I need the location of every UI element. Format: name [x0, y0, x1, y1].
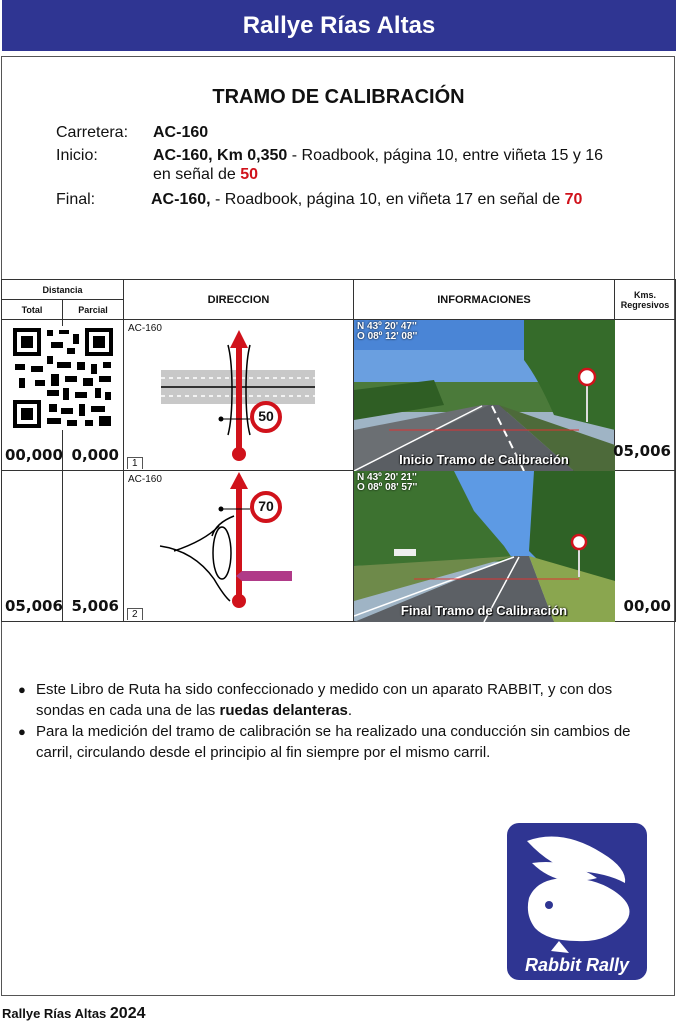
latitude: 43º 20' 21''	[367, 472, 417, 483]
section-title: TRAMO DE CALIBRACIÓN	[212, 86, 465, 108]
info-cell	[354, 471, 615, 622]
note-1: ● Este Libro de Ruta ha sido confeccionado y medido con un aparato RABBIT, y con dos sondas en cada una de las ruedas delanteras.	[18, 679, 658, 721]
distance-header: Distancia	[2, 280, 124, 300]
start-description-2: en señal de	[153, 166, 241, 183]
partial-cell	[63, 471, 124, 622]
start-speed-sign: 50	[240, 166, 258, 183]
note-1-emphasis: ruedas delanteras	[219, 702, 348, 719]
road-photo-1	[354, 320, 615, 471]
footer-year: 2024	[109, 1005, 146, 1022]
end-description: - Roadbook, página 10, en viñeta 17 en señal de	[210, 191, 565, 208]
header-title: Rallye Rías Altas	[242, 11, 436, 39]
page-header	[2, 0, 676, 51]
total-cell	[2, 320, 63, 471]
direction-cell	[124, 320, 354, 471]
table-row	[2, 471, 676, 622]
partial-cell	[63, 320, 124, 471]
road-label: Carretera:	[56, 124, 129, 141]
tulip-number: 2	[127, 608, 143, 620]
road-line	[56, 123, 209, 142]
direction-cell	[124, 471, 354, 622]
road-label: AC-160	[128, 474, 162, 485]
end-label: Final:	[56, 191, 96, 208]
tulip-number: 1	[127, 457, 143, 469]
end-location: AC-160,	[151, 191, 211, 208]
speed-limit-sign: 50	[258, 408, 274, 424]
road-photo-2	[354, 471, 615, 622]
total-header: Total	[2, 300, 63, 320]
end-speed-sign: 70	[564, 191, 583, 208]
info-cell	[354, 320, 615, 471]
start-description: - Roadbook, página 10, entre viñeta 15 y 16	[287, 147, 604, 164]
notes	[18, 679, 658, 763]
partial-distance: 0,000	[71, 446, 119, 464]
coordinates: N 43º 20' 47'' O 08º 12' 08''	[357, 321, 418, 342]
direction-header: DIRECCION	[124, 280, 354, 320]
info-header: INFORMACIONES	[354, 280, 615, 320]
photo-caption: Final Tramo de Calibración	[400, 603, 568, 618]
photo-caption: Inicio Tramo de Calibración	[399, 452, 569, 467]
kms-remaining: 00,00	[623, 597, 671, 615]
tulip-diagram-1	[124, 320, 352, 469]
partial-distance: 5,006	[71, 597, 119, 615]
road-value: AC-160	[153, 124, 209, 141]
logo-text: Rabbit Rally	[524, 955, 630, 975]
kms-cell	[615, 471, 676, 622]
tulip-diagram-2	[124, 471, 352, 620]
note-2: ● Para la medición del tramo de calibración se ha realizado una conducción sin cambios de carril, circulando desde el principio al fin siempre por el mismo carril.	[18, 721, 658, 763]
total-distance: 00,000	[5, 446, 63, 464]
table-row	[2, 320, 676, 471]
roadbook-table	[1, 279, 676, 622]
coordinates: N 43º 20' 21'' O 08º 08' 57''	[357, 472, 418, 493]
total-cell	[2, 471, 63, 622]
start-label: Inicio:	[56, 147, 98, 164]
latitude: 43º 20' 47''	[367, 321, 417, 332]
start-line	[56, 146, 676, 183]
longitude: 08º 12' 08''	[367, 331, 418, 342]
total-distance: 05,006	[5, 597, 63, 615]
speed-limit-sign: 70	[258, 498, 274, 514]
kms-header: Kms. Regresivos	[615, 280, 676, 320]
rabbit-rally-logo	[507, 823, 647, 980]
start-location: AC-160, Km 0,350	[153, 147, 288, 164]
partial-header: Parcial	[63, 300, 124, 320]
footer: Rallye Rías Altas 2024	[2, 1005, 146, 1022]
longitude: 08º 08' 57''	[367, 482, 418, 493]
end-line	[56, 190, 676, 209]
road-label: AC-160	[128, 323, 162, 334]
kms-remaining: 05,006	[613, 442, 671, 460]
kms-cell	[615, 320, 676, 471]
